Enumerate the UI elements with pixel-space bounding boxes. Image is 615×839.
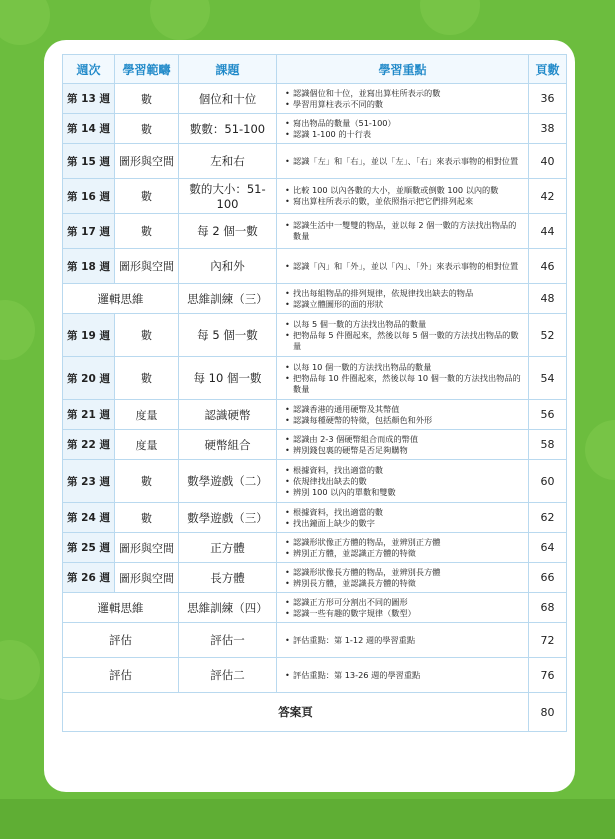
learning-point: • 認識「左」和「右」，並以「左」、「右」來表示事物的相對位置 xyxy=(293,156,524,167)
row-page-number: 64 xyxy=(529,533,567,563)
header-week: 週次 xyxy=(63,55,115,84)
row-learning-points xyxy=(277,84,529,114)
row-range: 數 xyxy=(115,503,179,533)
row-topic: 正方體 xyxy=(179,533,277,563)
learning-point: • 學習用算柱表示不同的數 xyxy=(293,99,524,110)
row-topic: 數的大小：51-100 xyxy=(179,179,277,214)
learning-point: • 把物品每 5 件圈起來，然後以每 5 個一數的方法找出物品的數量 xyxy=(293,330,524,352)
row-page-number: 80 xyxy=(529,693,567,732)
row-category: 邏輯思維 xyxy=(63,284,179,314)
table-row xyxy=(63,693,567,732)
row-page-number: 76 xyxy=(529,658,567,693)
header-row xyxy=(63,55,567,84)
clover-decoration xyxy=(0,0,50,45)
row-category: 邏輯思維 xyxy=(63,593,179,623)
header-topic: 課題 xyxy=(179,55,277,84)
row-topic: 數學遊戲（三） xyxy=(179,503,277,533)
learning-points-list xyxy=(285,537,524,559)
table-row xyxy=(63,314,567,357)
learning-points-list xyxy=(285,465,524,498)
learning-point: • 寫出算柱所表示的數，並依照指示把它們排列起來 xyxy=(293,196,524,207)
learning-point: • 依規律找出缺去的數 xyxy=(293,476,524,487)
learning-point: • 辨別 100 以內的單數和雙數 xyxy=(293,487,524,498)
table-row xyxy=(63,214,567,249)
learning-points-list xyxy=(285,567,524,589)
row-page-number: 42 xyxy=(529,179,567,214)
row-learning-points xyxy=(277,284,529,314)
clover-decoration xyxy=(0,640,40,700)
learning-points-list xyxy=(285,88,524,110)
learning-point: • 認識每種硬幣的特徵，包括顏色和外形 xyxy=(293,415,524,426)
learning-points-list xyxy=(285,404,524,426)
learning-points-list xyxy=(285,635,524,646)
learning-points-list xyxy=(285,597,524,619)
row-range: 數 xyxy=(115,214,179,249)
row-page-number: 58 xyxy=(529,430,567,460)
row-range: 數 xyxy=(115,460,179,503)
row-page-number: 40 xyxy=(529,144,567,179)
bottom-wave-decoration xyxy=(0,799,615,839)
row-week: 第 23 週 xyxy=(63,460,115,503)
learning-points-list xyxy=(285,220,524,242)
row-range: 度量 xyxy=(115,400,179,430)
learning-point: • 認識生活中一雙雙的物品，並以每 2 個一數的方法找出物品的數量 xyxy=(293,220,524,242)
table-row xyxy=(63,284,567,314)
learning-points-list xyxy=(285,156,524,167)
header-points: 學習重點 xyxy=(277,55,529,84)
learning-point: • 比較 100 以內各數的大小，並順數或倒數 100 以內的數 xyxy=(293,185,524,196)
learning-points-list xyxy=(285,118,524,140)
row-topic: 數數：51-100 xyxy=(179,114,277,144)
table-row xyxy=(63,503,567,533)
contents-table xyxy=(62,54,567,732)
table-row xyxy=(63,430,567,460)
table-row xyxy=(63,460,567,503)
table-of-contents-card xyxy=(44,40,575,792)
row-learning-points xyxy=(277,249,529,284)
row-learning-points xyxy=(277,114,529,144)
row-learning-points xyxy=(277,314,529,357)
row-page-number: 48 xyxy=(529,284,567,314)
row-learning-points xyxy=(277,623,529,658)
table-row xyxy=(63,658,567,693)
row-page-number: 72 xyxy=(529,623,567,658)
row-learning-points xyxy=(277,533,529,563)
row-topic: 每 2 個一數 xyxy=(179,214,277,249)
row-learning-points xyxy=(277,658,529,693)
row-page-number: 68 xyxy=(529,593,567,623)
row-week: 第 25 週 xyxy=(63,533,115,563)
learning-points-list xyxy=(285,670,524,681)
learning-point: • 把物品每 10 件圈起來，然後以每 10 個一數的方法找出物品的數量 xyxy=(293,373,524,395)
row-page-number: 62 xyxy=(529,503,567,533)
row-learning-points xyxy=(277,179,529,214)
row-category: 評估 xyxy=(63,623,179,658)
row-week: 第 14 週 xyxy=(63,114,115,144)
row-learning-points xyxy=(277,503,529,533)
row-page-number: 60 xyxy=(529,460,567,503)
clover-decoration xyxy=(420,0,480,35)
table-row xyxy=(63,249,567,284)
clover-decoration xyxy=(0,300,35,360)
row-learning-points xyxy=(277,357,529,400)
row-week: 第 18 週 xyxy=(63,249,115,284)
table-row xyxy=(63,563,567,593)
row-topic: 長方體 xyxy=(179,563,277,593)
learning-points-list xyxy=(285,185,524,207)
row-page-number: 56 xyxy=(529,400,567,430)
row-week: 第 20 週 xyxy=(63,357,115,400)
learning-point: • 根據資料，找出適當的數 xyxy=(293,507,524,518)
learning-point: • 辨別長方體，並認識長方體的特徵 xyxy=(293,578,524,589)
row-page-number: 66 xyxy=(529,563,567,593)
learning-point: • 評估重點：第 1-12 週的學習重點 xyxy=(293,635,524,646)
row-topic: 左和右 xyxy=(179,144,277,179)
table-row xyxy=(63,623,567,658)
row-page-number: 38 xyxy=(529,114,567,144)
row-page-number: 46 xyxy=(529,249,567,284)
learning-points-list xyxy=(285,434,524,456)
answer-pages-label: 答案頁 xyxy=(63,693,529,732)
learning-points-list xyxy=(285,261,524,272)
row-topic: 每 10 個一數 xyxy=(179,357,277,400)
row-week: 第 22 週 xyxy=(63,430,115,460)
row-page-number: 54 xyxy=(529,357,567,400)
row-page-number: 44 xyxy=(529,214,567,249)
learning-point: • 認識正方形可分割出不同的圖形 xyxy=(293,597,524,608)
table-row xyxy=(63,144,567,179)
learning-point: • 認識形狀像長方體的物品，並辨別長方體 xyxy=(293,567,524,578)
learning-point: • 評估重點：第 13-26 週的學習重點 xyxy=(293,670,524,681)
table-row xyxy=(63,400,567,430)
row-range: 數 xyxy=(115,179,179,214)
row-page-number: 52 xyxy=(529,314,567,357)
row-learning-points xyxy=(277,400,529,430)
row-week: 第 17 週 xyxy=(63,214,115,249)
learning-point: • 認識個位和十位，並寫出算柱所表示的數 xyxy=(293,88,524,99)
learning-point: • 辨別正方體，並認識正方體的特徵 xyxy=(293,548,524,559)
row-range: 圖形與空間 xyxy=(115,144,179,179)
row-topic: 思維訓練（三） xyxy=(179,284,277,314)
row-topic: 認識硬幣 xyxy=(179,400,277,430)
table-row xyxy=(63,114,567,144)
row-topic: 每 5 個一數 xyxy=(179,314,277,357)
learning-points-list xyxy=(285,362,524,395)
row-learning-points xyxy=(277,593,529,623)
row-range: 數 xyxy=(115,357,179,400)
row-category: 評估 xyxy=(63,658,179,693)
header-page: 頁數 xyxy=(529,55,567,84)
learning-point: • 認識形狀像正方體的物品，並辨別正方體 xyxy=(293,537,524,548)
learning-point: • 認識一些有趣的數字規律（數型） xyxy=(293,608,524,619)
row-topic: 思維訓練（四） xyxy=(179,593,277,623)
learning-point: • 認識由 2-3 個硬幣組合而成的幣值 xyxy=(293,434,524,445)
row-learning-points xyxy=(277,144,529,179)
row-topic: 評估一 xyxy=(179,623,277,658)
learning-point: • 辨別錢包裏的硬幣是否足夠購物 xyxy=(293,445,524,456)
learning-point: • 認識 1-100 的十行表 xyxy=(293,129,524,140)
table-row xyxy=(63,84,567,114)
row-topic: 個位和十位 xyxy=(179,84,277,114)
row-learning-points xyxy=(277,563,529,593)
row-week: 第 16 週 xyxy=(63,179,115,214)
row-page-number: 36 xyxy=(529,84,567,114)
row-range: 圖形與空間 xyxy=(115,533,179,563)
clover-decoration xyxy=(150,0,210,40)
table-row xyxy=(63,179,567,214)
row-week: 第 21 週 xyxy=(63,400,115,430)
row-learning-points xyxy=(277,214,529,249)
table-row xyxy=(63,533,567,563)
learning-point: • 認識「內」和「外」，並以「內」、「外」來表示事物的相對位置 xyxy=(293,261,524,272)
row-week: 第 24 週 xyxy=(63,503,115,533)
row-week: 第 19 週 xyxy=(63,314,115,357)
learning-point: • 以每 10 個一數的方法找出物品的數量 xyxy=(293,362,524,373)
learning-point: • 找出鐘面上缺少的數字 xyxy=(293,518,524,529)
row-topic: 評估二 xyxy=(179,658,277,693)
row-learning-points xyxy=(277,430,529,460)
row-range: 度量 xyxy=(115,430,179,460)
learning-point: • 認識立體圖形的面的形狀 xyxy=(293,299,524,310)
learning-points-list xyxy=(285,319,524,352)
row-learning-points xyxy=(277,460,529,503)
table-row xyxy=(63,593,567,623)
row-range: 數 xyxy=(115,84,179,114)
learning-point: • 認識香港的通用硬幣及其幣值 xyxy=(293,404,524,415)
row-range: 圖形與空間 xyxy=(115,249,179,284)
table-row xyxy=(63,357,567,400)
row-range: 圖形與空間 xyxy=(115,563,179,593)
clover-decoration xyxy=(585,420,615,480)
learning-points-list xyxy=(285,507,524,529)
learning-point: • 以每 5 個一數的方法找出物品的數量 xyxy=(293,319,524,330)
row-week: 第 26 週 xyxy=(63,563,115,593)
row-topic: 內和外 xyxy=(179,249,277,284)
row-week: 第 13 週 xyxy=(63,84,115,114)
learning-points-list xyxy=(285,288,524,310)
header-range: 學習範疇 xyxy=(115,55,179,84)
row-range: 數 xyxy=(115,314,179,357)
row-range: 數 xyxy=(115,114,179,144)
learning-point: • 寫出物品的數量（51-100） xyxy=(293,118,524,129)
row-topic: 數學遊戲（二） xyxy=(179,460,277,503)
learning-point: • 根據資料，找出適當的數 xyxy=(293,465,524,476)
learning-point: • 找出每組物品的排列規律，依規律找出缺去的物品 xyxy=(293,288,524,299)
row-week: 第 15 週 xyxy=(63,144,115,179)
row-topic: 硬幣組合 xyxy=(179,430,277,460)
